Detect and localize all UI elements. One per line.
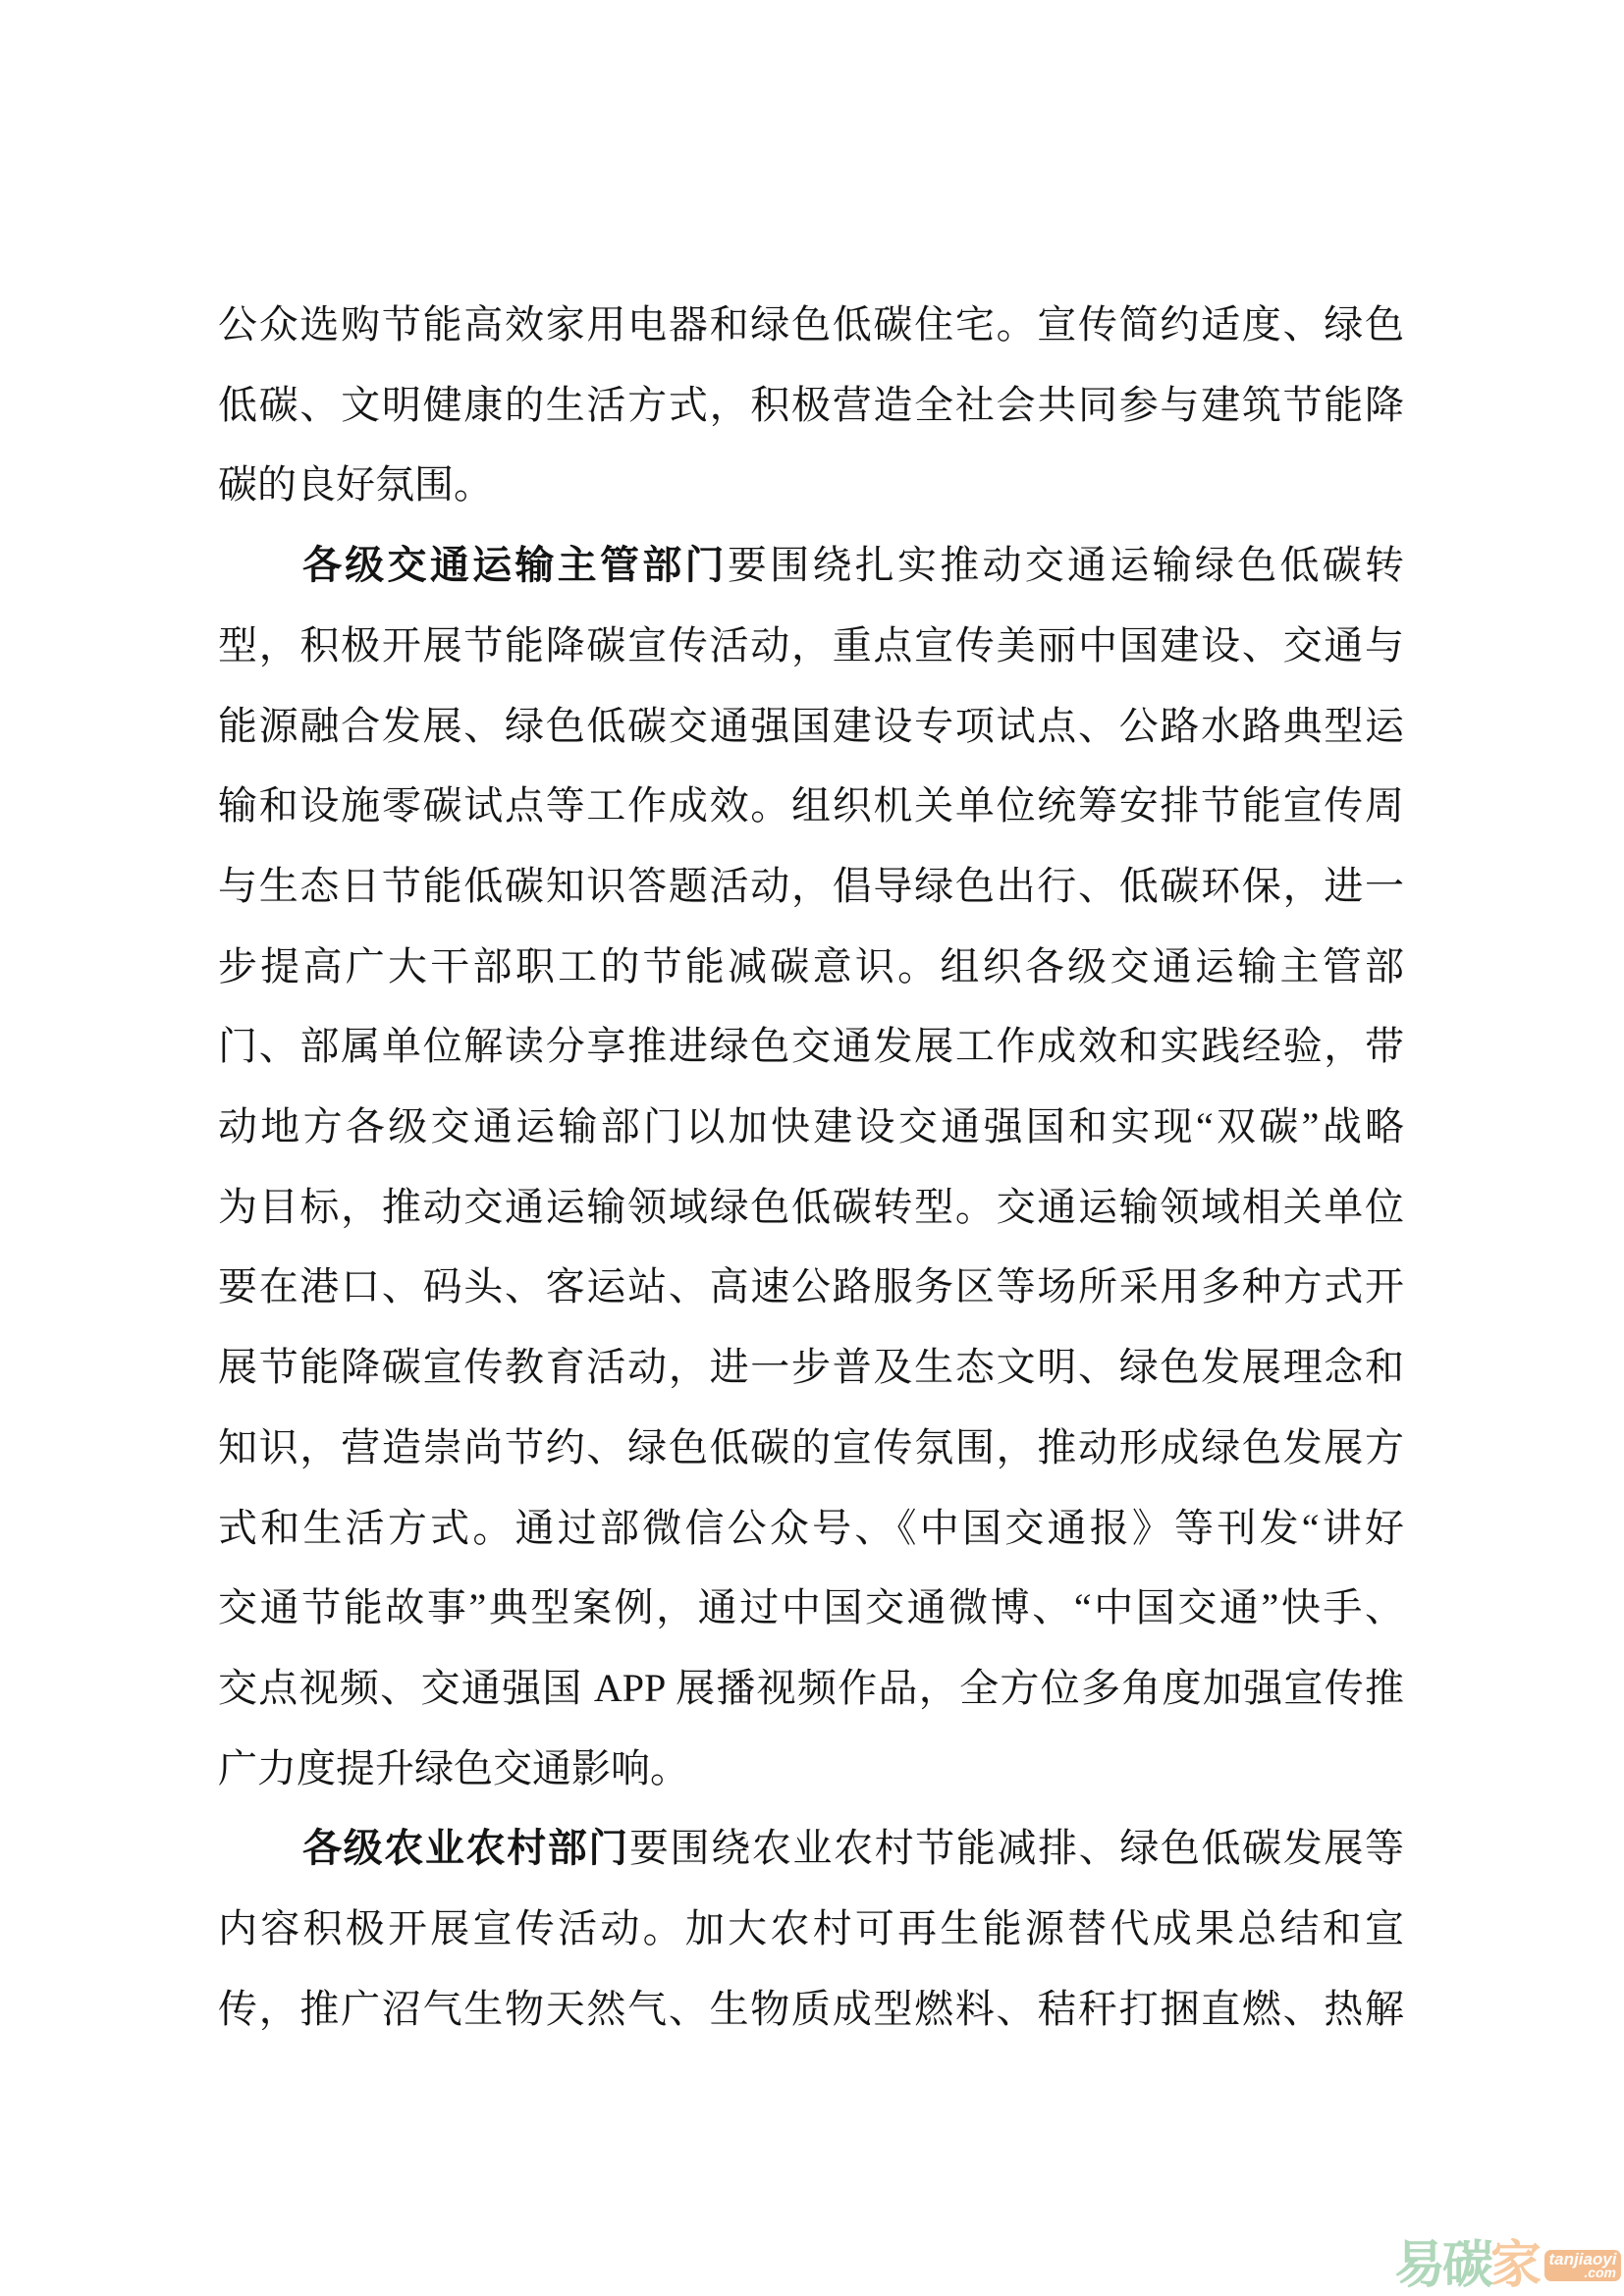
watermark-domain-tld: .com	[1584, 2265, 1616, 2280]
text-line: 内容积极开展宣传活动。加大农村可再生能源替代成果总结和宣	[218, 1906, 1404, 1951]
tanjiaoyi-watermark	[1393, 2237, 1621, 2294]
document-body	[218, 285, 1404, 2049]
text-line: 门、部属单位解读分享推进绿色交通发展工作成效和实践经验，带	[218, 1024, 1404, 1069]
text-line	[218, 1808, 1404, 1889]
text-line: 型，积极开展节能降碳宣传活动，重点宣传美丽中国建设、交通与	[218, 622, 1404, 667]
text-line: 广力度提升绿色交通影响。	[218, 1745, 689, 1790]
text-run: 要围绕扎实推动交通运输绿色低碳转	[727, 543, 1405, 588]
watermark-brand-char: 易	[1393, 2237, 1442, 2294]
text-line: 输和设施零碳试点等工作成效。组织机关单位统筹安排节能宣传周	[218, 783, 1404, 828]
text-line: 碳的良好氛围。	[218, 462, 493, 507]
text-line: 公众选购节能高效家用电器和绿色低碳住宅。宣传简约适度、绿色	[218, 302, 1404, 347]
text-line: 交点视频、交通强国 APP 展播视频作品，全方位多角度加强宣传推	[218, 1665, 1404, 1710]
text-line: 低碳、文明健康的生活方式，积极营造全社会共同参与建筑节能降	[218, 382, 1404, 427]
text-line: 动地方各级交通运输部门以加快建设交通强国和实现“双碳”战略	[218, 1104, 1404, 1149]
text-line: 为目标，推动交通运输领域绿色低碳转型。交通运输领域相关单位	[218, 1184, 1404, 1229]
paragraph-lead: 各级农业农村部门	[302, 1826, 629, 1871]
text-line: 式和生活方式。通过部微信公众号、《中国交通报》等刊发“讲好	[218, 1505, 1404, 1550]
watermark-domain-text: tanjiaoyi	[1548, 2250, 1617, 2269]
paragraph-lead: 各级交通运输主管部门	[302, 543, 728, 588]
text-line: 展节能降碳宣传教育活动，进一步普及生态文明、绿色发展理念和	[218, 1345, 1404, 1390]
text-line	[218, 525, 1404, 606]
text-line: 要在港口、码头、客运站、高速公路服务区等场所采用多种方式开	[218, 1264, 1404, 1309]
text-line: 交通节能故事”典型案例，通过中国交通微博、“中国交通”快手、	[218, 1585, 1404, 1630]
watermark-brand-char: 家	[1489, 2237, 1539, 2294]
watermark-domain-badge	[1544, 2250, 1621, 2281]
text-line: 步提高广大干部职工的节能减碳意识。组织各级交通运输主管部	[218, 943, 1404, 988]
watermark-brand-char: 碳	[1441, 2237, 1490, 2294]
text-line: 传，推广沼气生物天然气、生物质成型燃料、秸秆打捆直燃、热解	[218, 1986, 1404, 2031]
text-line: 与生态日节能低碳知识答题活动，倡导绿色出行、低碳环保，进一	[218, 863, 1404, 908]
text-line: 知识，营造崇尚节约、绿色低碳的宣传氛围，推动形成绿色发展方	[218, 1424, 1404, 1469]
text-line: 能源融合发展、绿色低碳交通强国建设专项试点、公路水路典型运	[218, 703, 1404, 748]
text-run: 要围绕农业农村节能减排、绿色低碳发展等	[628, 1826, 1405, 1871]
